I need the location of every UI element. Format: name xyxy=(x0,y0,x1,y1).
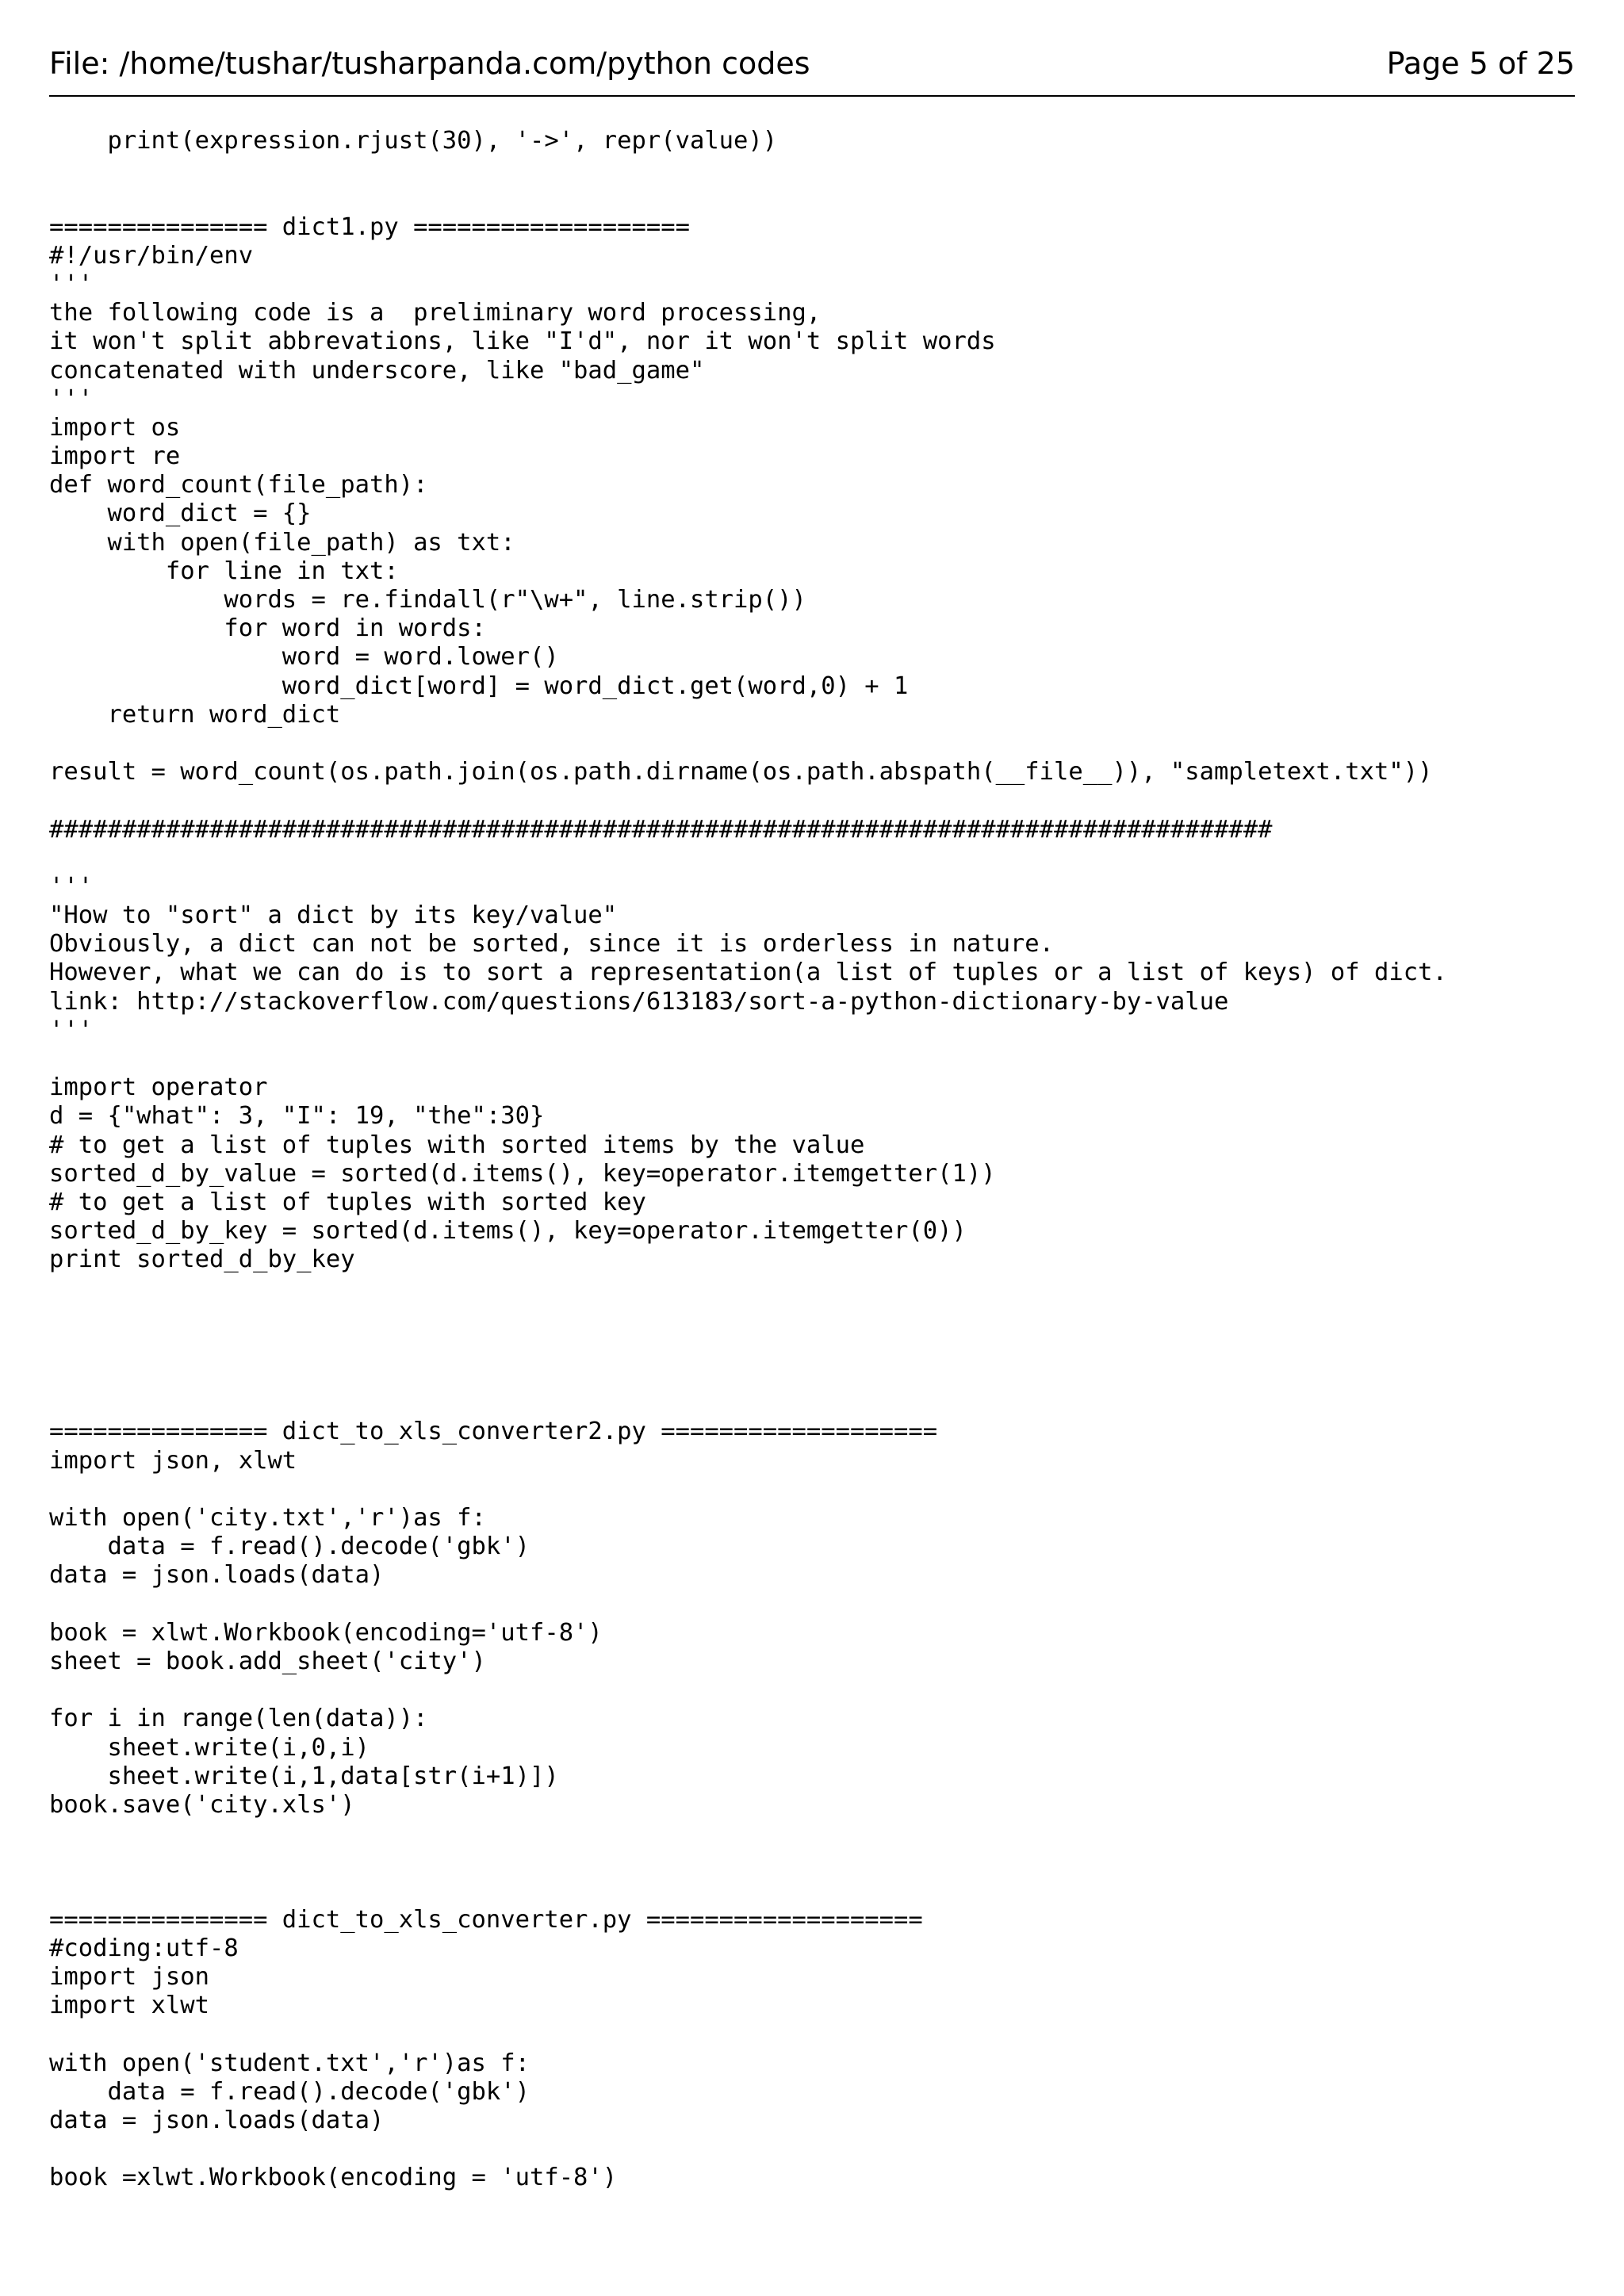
code-line: sheet.write(i,1,data[str(i+1)]) xyxy=(49,1762,559,1790)
code-line: sheet.write(i,0,i) xyxy=(49,1733,370,1762)
code-line: sorted_d_by_value = sorted(d.items(), key=operator.itemgetter(1)) xyxy=(49,1159,996,1188)
code-line: for word in words: xyxy=(49,614,486,643)
code-line: def word_count(file_path): xyxy=(49,471,428,499)
code-line: sorted_d_by_key = sorted(d.items(), key=operator.itemgetter(0)) xyxy=(49,1217,967,1246)
code-line: "How to "sort" a dict by its key/value" xyxy=(49,901,618,930)
code-line: =============== dict_to_xls_converter2.py =================== xyxy=(49,1418,938,1446)
code-line: ''' xyxy=(49,385,94,413)
code-line xyxy=(49,1360,1592,1389)
code-line: with open('city.txt','r')as f: xyxy=(49,1504,486,1532)
code-line xyxy=(49,1848,1592,1877)
code-line xyxy=(49,844,1592,873)
code-line: words = re.findall(r"\w+", line.strip()) xyxy=(49,586,806,614)
code-line: import json xyxy=(49,1963,209,1991)
code-line: #coding:utf-8 xyxy=(49,1934,239,1962)
code-line: import json, xlwt xyxy=(49,1446,297,1475)
code-line: =============== dict_to_xls_converter.py =================== xyxy=(49,1905,923,1934)
code-line xyxy=(49,1820,1592,1848)
code-line xyxy=(49,1045,1592,1073)
code-line: for line in txt: xyxy=(49,557,399,585)
code-line: link: http://stackoverflow.com/questions/613183/sort-a-python-dictionary-by-value xyxy=(49,987,1229,1016)
code-line: word_dict[word] = word_dict.get(word,0) + 1 xyxy=(49,672,909,700)
code-line: word_dict = {} xyxy=(49,499,312,528)
code-listing xyxy=(49,127,1592,2193)
code-line: book =xlwt.Workbook(encoding = 'utf-8') xyxy=(49,2164,618,2192)
code-line xyxy=(49,1475,1592,1504)
code-line: import re xyxy=(49,442,181,471)
code-line xyxy=(49,1676,1592,1705)
code-line: word = word.lower() xyxy=(49,643,559,672)
code-line: concatenated with underscore, like "bad_game" xyxy=(49,356,705,385)
page-header xyxy=(49,46,1575,97)
code-line: ''' xyxy=(49,1016,94,1044)
code-line: import operator xyxy=(49,1073,268,1102)
code-line: ''' xyxy=(49,872,94,901)
code-line xyxy=(49,155,1592,184)
code-line: data = f.read().decode('gbk') xyxy=(49,1533,530,1561)
code-line xyxy=(49,1303,1592,1332)
code-line: # to get a list of tuples with sorted items by the value xyxy=(49,1131,865,1159)
code-line xyxy=(49,1389,1592,1418)
page-number: Page 5 of 25 xyxy=(1386,46,1575,81)
code-line: result = word_count(os.path.join(os.path.dirname(os.path.abspath(__file__)), "sampletext.txt")) xyxy=(49,758,1433,786)
code-line: ''' xyxy=(49,270,94,298)
code-line: book = xlwt.Workbook(encoding='utf-8') xyxy=(49,1618,603,1647)
code-line xyxy=(49,2020,1592,2049)
code-line: =============== dict1.py =================== xyxy=(49,212,690,241)
code-line: for i in range(len(data)): xyxy=(49,1705,428,1733)
code-line: with open(file_path) as txt: xyxy=(49,528,515,557)
code-line: data = json.loads(data) xyxy=(49,2106,385,2134)
code-line: data = json.loads(data) xyxy=(49,1561,385,1590)
code-line: return word_dict xyxy=(49,700,341,729)
code-line xyxy=(49,1275,1592,1303)
code-line: However, what we can do is to sort a representation(a list of tuples or a list of keys) of dict. xyxy=(49,959,1447,987)
code-line: # to get a list of tuples with sorted key xyxy=(49,1188,646,1216)
code-line: it won't split abbrevations, like "I'd", nor it won't split words xyxy=(49,327,996,356)
code-line: #################################################################################### xyxy=(49,815,1273,844)
code-line xyxy=(49,1332,1592,1360)
code-line xyxy=(49,2135,1592,2164)
code-line: #!/usr/bin/env xyxy=(49,241,254,270)
code-line: Obviously, a dict can not be sorted, since it is orderless in nature. xyxy=(49,930,1055,959)
code-line: data = f.read().decode('gbk') xyxy=(49,2077,530,2106)
code-line xyxy=(49,786,1592,815)
code-line: book.save('city.xls') xyxy=(49,1790,355,1819)
code-line xyxy=(49,1590,1592,1619)
code-line: d = {"what": 3, "I": 19, "the":30} xyxy=(49,1102,545,1131)
code-line: import xlwt xyxy=(49,1992,209,2020)
code-line xyxy=(49,729,1592,758)
code-line xyxy=(49,184,1592,212)
code-line: import os xyxy=(49,413,181,442)
code-line: print sorted_d_by_key xyxy=(49,1246,355,1274)
code-line xyxy=(49,1877,1592,1905)
code-line: print(expression.rjust(30), '->', repr(value)) xyxy=(49,127,778,155)
code-line: sheet = book.add_sheet('city') xyxy=(49,1647,486,1675)
file-path-title: File: /home/tushar/tusharpanda.com/python codes xyxy=(49,46,810,81)
code-line: the following code is a preliminary word processing, xyxy=(49,299,822,327)
code-line: with open('student.txt','r')as f: xyxy=(49,2049,530,2077)
